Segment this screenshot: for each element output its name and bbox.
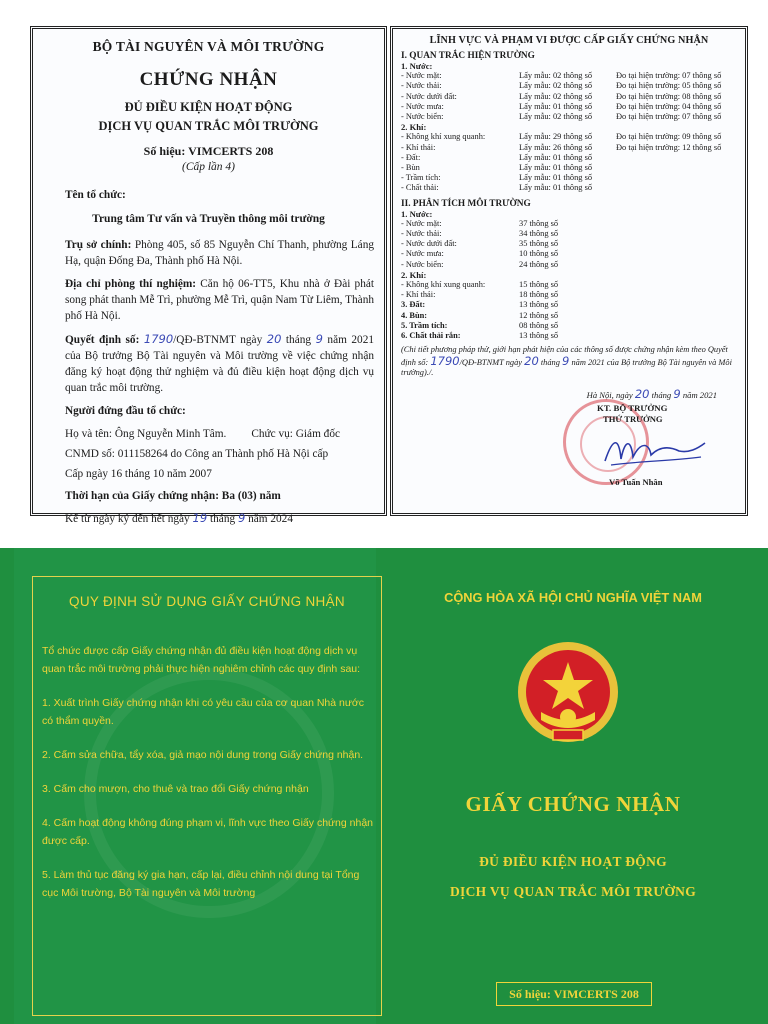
table-row: 3. Đất: 13 thông số (401, 300, 559, 310)
rules-title: QUY ĐỊNH SỬ DỤNG GIẤY CHỨNG NHẬN (69, 594, 345, 609)
certificate-title: CHỨNG NHẬN (139, 69, 278, 90)
table-row: 5. Trầm tích: 08 thông số (401, 320, 559, 330)
certificate-subtitle-2: DỊCH VỤ QUAN TRẮC MÔI TRƯỜNG (98, 119, 319, 133)
certificate-cover (0, 548, 768, 1024)
sign-day-handwritten: 20 (634, 386, 650, 401)
note-day-handwritten: 20 (524, 353, 539, 368)
signer-title-1: KT. BỘ TRƯỞNG (597, 402, 668, 413)
group-analysis-water: 1. Nước: (401, 208, 433, 219)
certificate-right-panel (390, 26, 748, 516)
scope-note: (Chi tiết phương pháp thử, giới hạn phát hiện của các thông số được chứng nhận kèm theo Quyết định số: 1790/QĐ-BTNMT ngày 20 tháng 9 năm 2021 của Bộ trưởng Bộ Tài nguyên và Môi trường)./. (401, 345, 732, 378)
cover-serial-number: Số hiệu: VIMCERTS 208 (496, 982, 652, 1006)
analysis-water-rows (401, 219, 737, 270)
table-row: - Nước mưa: 10 thông số (401, 249, 559, 259)
list-item: 3. Cấm cho mượn, cho thuê và trao đổi Giấy chứng nhận (42, 783, 309, 795)
scope-title: LĨNH VỰC VÀ PHẠM VI ĐƯỢC CẤP GIẤY CHỨNG NHẬN (429, 35, 709, 46)
analysis-other-rows (401, 300, 737, 341)
decision-day-handwritten: 20 (266, 332, 282, 346)
serial-number: Số hiệu: VIMCERTS 208 (143, 144, 274, 158)
signature-block (401, 401, 737, 493)
rules-body (42, 642, 378, 918)
table-row: - Nước mưa: Lấy mẫu: 01 thông số Đo tại hiện trường: 04 thông số (401, 101, 722, 111)
note-number-handwritten: 1790 (430, 353, 460, 368)
group-analysis-air: 2. Khí: (401, 269, 427, 280)
sign-date: Hà Nội, ngày 20 tháng 9 năm 2021 (586, 386, 717, 401)
id-date: Cấp ngày 16 tháng 10 năm 2007 (65, 468, 212, 480)
group-water: 1. Nước: (401, 61, 433, 71)
table-row: - Không khí xung quanh: 15 thông số (401, 280, 559, 290)
list-item: 2. Cấm sửa chữa, tẩy xóa, giả mạo nội dung trong Giấy chứng nhận. (42, 749, 364, 761)
table-row: - Nước thải: 34 thông số (401, 229, 559, 239)
table-row: - Nước thải: Lấy mẫu: 02 thông số Đo tại hiện trường: 05 thông số (401, 81, 722, 91)
table-row: - Không khí xung quanh: Lấy mẫu: 29 thông số Đo tại hiện trường: 09 thông số (401, 132, 722, 142)
head-role: Chức vụ: Giám đốc (251, 428, 340, 440)
cover-back-page (14, 548, 376, 1024)
national-emblem-icon (503, 634, 633, 754)
analysis-air-rows (401, 280, 737, 300)
decision: Quyết định số: 1790/QĐ-BTNMT ngày 20 tháng 9 năm 2021 của Bộ trưởng Bộ Tài nguyên và Môi trường về việc chứng nhận đăng ký hoạt động thử nghiệm và đủ điều kiện hoạt động dịch vụ quan trắc môi trường. (65, 332, 374, 394)
table-row: - Nước mặt: Lấy mẫu: 02 thông số Đo tại hiện trường: 07 thông số (401, 71, 722, 81)
group-air: 2. Khí: (401, 122, 427, 133)
org-label: Tên tổ chức: (65, 189, 126, 201)
headquarters: Trụ sở chính: Phòng 405, số 85 Nguyễn Chí Thanh, phường Láng Hạ, quận Đống Đa, Thành phố Hà Nội. (65, 239, 374, 267)
list-item: 5. Làm thủ tục đăng ký gia hạn, cấp lại, điều chỉnh nội dung tại Tổng cục Môi trường, Bộ Tài nguyên và Môi trường (42, 869, 360, 899)
table-row: - Trầm tích: Lấy mẫu: 01 thông số (401, 173, 593, 183)
id-line: CNMD số: 011158264 do Công an Thành phố Hà Nội cấp (65, 448, 329, 460)
certificate-subtitle-1: ĐỦ ĐIỀU KIỆN HOẠT ĐỘNG (124, 100, 293, 114)
head-info (43, 426, 374, 442)
section-analysis: II. PHÂN TÍCH MÔI TRƯỜNG (401, 198, 531, 209)
rules-intro: Tổ chức được cấp Giấy chứng nhận đủ điều kiện hoạt động dịch vụ quan trắc môi trường phải thực hiện nghiêm chỉnh các quy định sau: (42, 645, 361, 675)
table-row: - Nước biển: 24 thông số (401, 259, 559, 269)
list-item: 4. Cấm hoạt động không đúng phạm vi, lĩnh vực theo Giấy chứng nhận được cấp. (42, 817, 374, 847)
signer-title-2: THỨ TRƯỞNG (603, 413, 663, 424)
handwritten-signature (601, 431, 711, 471)
note-month-handwritten: 9 (562, 353, 570, 368)
validity-month-handwritten: 9 (237, 511, 246, 525)
head-name: Họ và tên: Ông Nguyễn Minh Tâm. (65, 428, 227, 440)
sign-month-handwritten: 9 (673, 386, 681, 401)
table-row: 6. Chất thải rắn: 13 thông số (401, 331, 559, 341)
cover-subtitle-2: DỊCH VỤ QUAN TRẮC MÔI TRƯỜNG (449, 884, 697, 899)
lab-address: Địa chỉ phòng thí nghiệm: Căn hộ 06-TT5, Khu nhà ở Đài phát song phát thanh Mễ Trì, phường Mễ Trì, quận Nam Từ Liêm, Thành phố Hà Nội. (65, 278, 374, 322)
table-row: - Nước mặt: 37 thông số (401, 218, 559, 228)
cover-subtitle-1: ĐỦ ĐIỀU KIỆN HOẠT ĐỘNG (479, 854, 667, 869)
section-field-monitoring: I. QUAN TRẮC HIỆN TRƯỜNG (401, 51, 535, 61)
table-row: 4. Bùn: 12 thông số (401, 310, 559, 320)
validity-day-handwritten: 19 (192, 511, 208, 525)
head-label: Người đứng đầu tổ chức: (65, 405, 186, 417)
table-row: - Nước biển: Lấy mẫu: 02 thông số Đo tại hiện trường: 07 thông số (401, 112, 722, 122)
water-field-rows (401, 71, 737, 122)
org-name: Trung tâm Tư vấn và Truyền thông môi trường (92, 213, 325, 225)
decision-month-handwritten: 9 (315, 332, 323, 346)
air-field-rows (401, 132, 737, 193)
republic-name: CỘNG HÒA XÃ HỘI CHỦ NGHĨA VIỆT NAM (444, 590, 702, 605)
decision-number-handwritten: 1790 (143, 332, 174, 346)
list-item: 1. Xuất trình Giấy chứng nhận khi có yêu cầu của cơ quan Nhà nước có thẩm quyền. (42, 697, 365, 727)
certificate-left-panel (30, 26, 387, 525)
cover-title: GIẤY CHỨNG NHẬN (465, 792, 681, 816)
table-row: - Chất thải: Lấy mẫu: 01 thông số (401, 183, 593, 193)
signer-name: Võ Tuấn Nhân (609, 476, 663, 487)
table-row: - Khí thải: Lấy mẫu: 26 thông số Đo tại hiện trường: 12 thông số (401, 142, 722, 152)
table-row: - Nước dưới đất: 35 thông số (401, 239, 559, 249)
table-row: - Đất: Lấy mẫu: 01 thông số (401, 152, 593, 162)
table-row: - Bùn Lấy mẫu: 01 thông số (401, 163, 593, 173)
table-row: - Nước dưới đất: Lấy mẫu: 02 thông số Đo tại hiện trường: 08 thông số (401, 91, 722, 101)
ministry-name: BỘ TÀI NGUYÊN VÀ MÔI TRƯỜNG (92, 39, 325, 54)
validity: Thời hạn của Giấy chứng nhận: Ba (03) năm (65, 490, 281, 502)
issue-count: (Cấp lần 4) (181, 161, 236, 173)
validity-range: Kể từ ngày ký đến hết ngày 19 tháng 9 năm 2024 (65, 511, 293, 525)
table-row: - Khí thải: 18 thông số (401, 290, 559, 300)
cover-front-page (398, 548, 748, 1024)
